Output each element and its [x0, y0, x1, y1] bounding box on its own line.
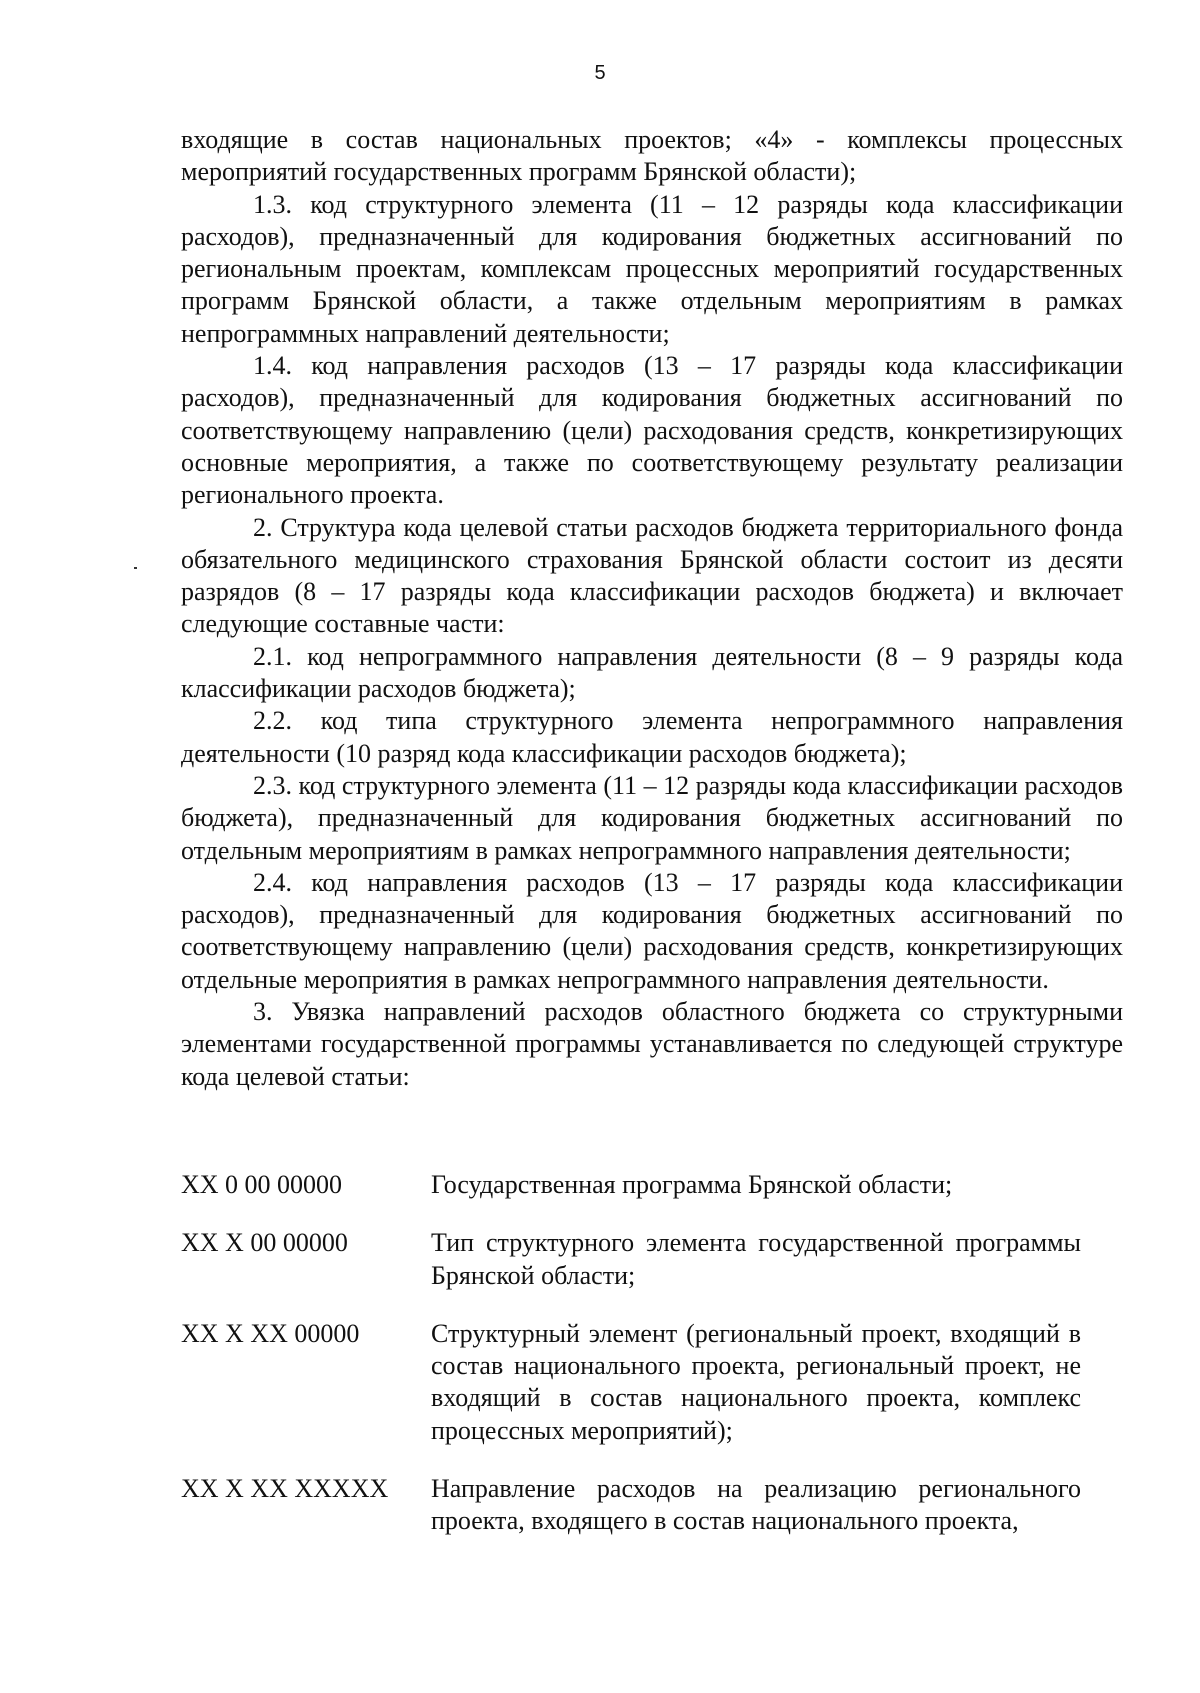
- scan-mark: [134, 567, 137, 569]
- paragraph-2-4: 2.4. код направления расходов (13 – 17 разряды кода классификации расходов), предназначенный для кодирования бюджетных ассигнований по соответствующему направлению (цели) расходования средств, конкретизирующих отдельные мероприятия в рамках непрограммного направления деятельности.: [181, 867, 1123, 994]
- code-value: XX 0 00 00000: [181, 1170, 343, 1199]
- code-row: [181, 1318, 1081, 1447]
- paragraph-1-4: 1.4. код направления расходов (13 – 17 разряды кода классификации расходов), предназначенный для кодирования бюджетных ассигнований по соответствующему направлению (цели) расходования средств, конкретизирующих основные мероприятия, а также по соответствующему результату реализации регионального проекта.: [181, 351, 1123, 510]
- paragraph-2: 2. Структура кода целевой статьи расходов бюджета территориального фонда обязательного медицинского страхования Брянской области состоит из десяти разрядов (8 – 17 разряды кода классификации расходов бюджета) и включает следующие составные части:: [181, 512, 1123, 639]
- paragraph-1-3: 1.3. код структурного элемента (11 – 12 разряды кода классификации расходов), предназначенный для кодирования бюджетных ассигнований по региональным проектам, комплексам процессных мероприятий государственных программ Брянской области, а также отдельным мероприятиям в рамках непрограммных направлений деятельности;: [181, 189, 1123, 348]
- code-description: Государственная программа Брянской области;: [431, 1170, 953, 1199]
- code-row: [181, 1227, 1081, 1292]
- page-number: 5: [594, 62, 606, 84]
- code-value: XX X XX 00000: [181, 1318, 360, 1348]
- code-row: [181, 1169, 1081, 1201]
- paragraph-2-3: 2.3. код структурного элемента (11 – 12 разряды кода классификации расходов бюджета), предназначенный для кодирования бюджетных ассигнований по отдельным мероприятиям в рамках непрограммного направления деятельности;: [181, 770, 1123, 865]
- code-value: XX X XX XXXXX: [181, 1474, 389, 1504]
- code-description: Направление расходов на реализацию регионального проекта, входящего в состав национального проекта,: [431, 1474, 1081, 1536]
- paragraph-2-1: 2.1. код непрограммного направления деятельности (8 – 9 разряды кода классификации расходов бюджета);: [181, 641, 1123, 704]
- body-text: [181, 124, 1123, 1093]
- code-structure-list: [181, 1169, 1081, 1564]
- code-description: Структурный элемент (региональный проект, входящий в состав национального проекта, региональный проект, не входящий в состав национального проекта, комплекс процессных мероприятий);: [431, 1318, 1081, 1445]
- code-value: XX X 00 00000: [181, 1228, 348, 1258]
- code-row: [181, 1473, 1081, 1538]
- code-description: Тип структурного элемента государственной программы Брянской области;: [431, 1228, 1081, 1290]
- paragraph-3: 3. Увязка направлений расходов областного бюджета со структурными элементами государственной программы устанавливается по следующей структуре кода целевой статьи:: [181, 997, 1123, 1091]
- paragraph-continuation: входящие в состав национальных проектов; «4» - комплексы процессных мероприятий государственных программ Брянской области);: [181, 125, 1123, 187]
- paragraph-2-2: 2.2. код типа структурного элемента непрограммного направления деятельности (10 разряд кода классификации расходов бюджета);: [181, 706, 1123, 768]
